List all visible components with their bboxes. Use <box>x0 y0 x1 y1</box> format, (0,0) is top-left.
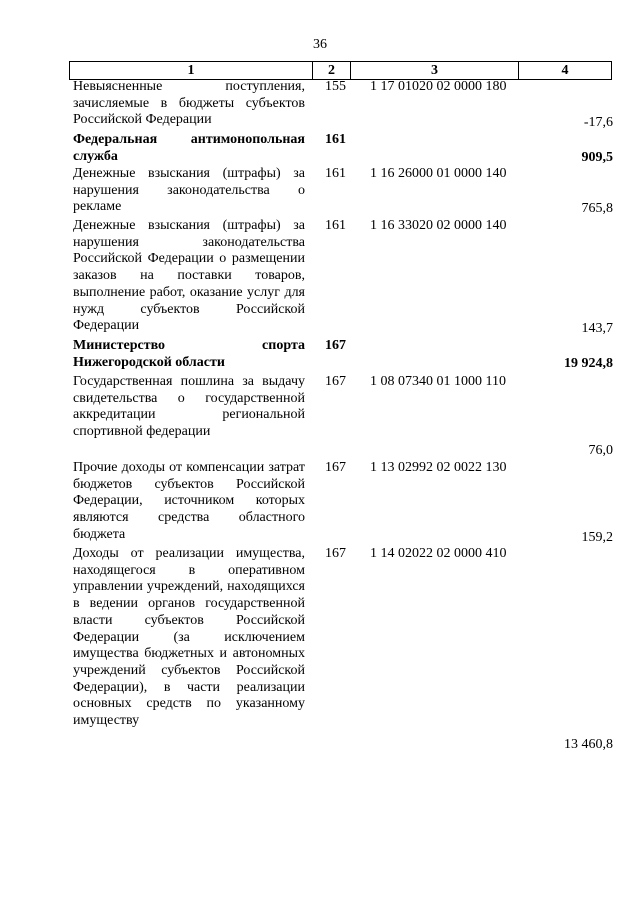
row-name: Денежные взыскания (штрафы) за нарушения законодательства о рекламе <box>73 166 305 215</box>
row-kbk-code: 1 16 33020 02 0000 140 <box>370 218 507 233</box>
row-admin-code: 167 <box>325 338 346 353</box>
row-admin-code: 161 <box>325 132 346 147</box>
row-name: Доходы от реализации имущества, находящегося в оперативном управлении учреждений, находящихся в ведении органов государственной власти субъектов Российской Федерации (за исключением имущества бюджетных и автономных учреждений субъектов Российской Федерации), в части реализации основных средств по указанному имуществу <box>73 546 305 729</box>
column-header-4: 4 <box>561 63 569 78</box>
row-name: Прочие доходы от компенсации затрат бюджетов субъектов Российской Федерации, источником которых являются средства областного бюджета <box>73 460 305 542</box>
row-admin-code: 167 <box>325 374 346 389</box>
row-name: Министерство спорта Нижегородской области <box>73 338 305 370</box>
row-kbk-code: 1 13 02992 02 0022 130 <box>370 460 507 475</box>
row-amount: 909,5 <box>581 150 613 165</box>
row-admin-code: 161 <box>325 218 346 233</box>
row-kbk-code: 1 14 02022 02 0000 410 <box>370 546 507 561</box>
row-kbk-code: 1 17 01020 02 0000 180 <box>370 79 507 94</box>
table-header <box>69 61 612 80</box>
row-amount: 76,0 <box>588 443 613 458</box>
row-amount: 765,8 <box>581 201 613 216</box>
row-admin-code: 167 <box>325 460 346 475</box>
row-amount: -17,6 <box>583 115 613 130</box>
row-amount: 13 460,8 <box>564 737 613 752</box>
row-kbk-code: 1 08 07340 01 1000 110 <box>370 374 506 389</box>
column-header-1: 1 <box>70 62 313 79</box>
column-header-3: 3 <box>351 62 519 79</box>
row-kbk-code: 1 16 26000 01 0000 140 <box>370 166 507 181</box>
page-number: 36 <box>313 37 327 52</box>
row-name: Государственная пошлина за выдачу свидетельства о государственной аккредитации региональной спортивной федерации <box>73 374 305 440</box>
row-name: Федеральная антимонопольная служба <box>73 132 305 164</box>
row-name: Невыясненные поступления, зачисляемые в бюджеты субъектов Российской Федерации <box>73 79 305 128</box>
row-admin-code: 155 <box>325 79 346 94</box>
row-amount: 19 924,8 <box>564 356 613 371</box>
column-header-2: 2 <box>313 62 351 79</box>
row-admin-code: 167 <box>325 546 346 561</box>
row-name: Денежные взыскания (штрафы) за нарушения законодательства Российской Федерации о размещении заказов на поставки товаров, выполнение работ, оказание услуг для нужд субъектов Российской Федерации <box>73 218 305 334</box>
row-amount: 159,2 <box>581 530 613 545</box>
row-amount: 143,7 <box>581 321 613 336</box>
row-admin-code: 161 <box>325 166 346 181</box>
